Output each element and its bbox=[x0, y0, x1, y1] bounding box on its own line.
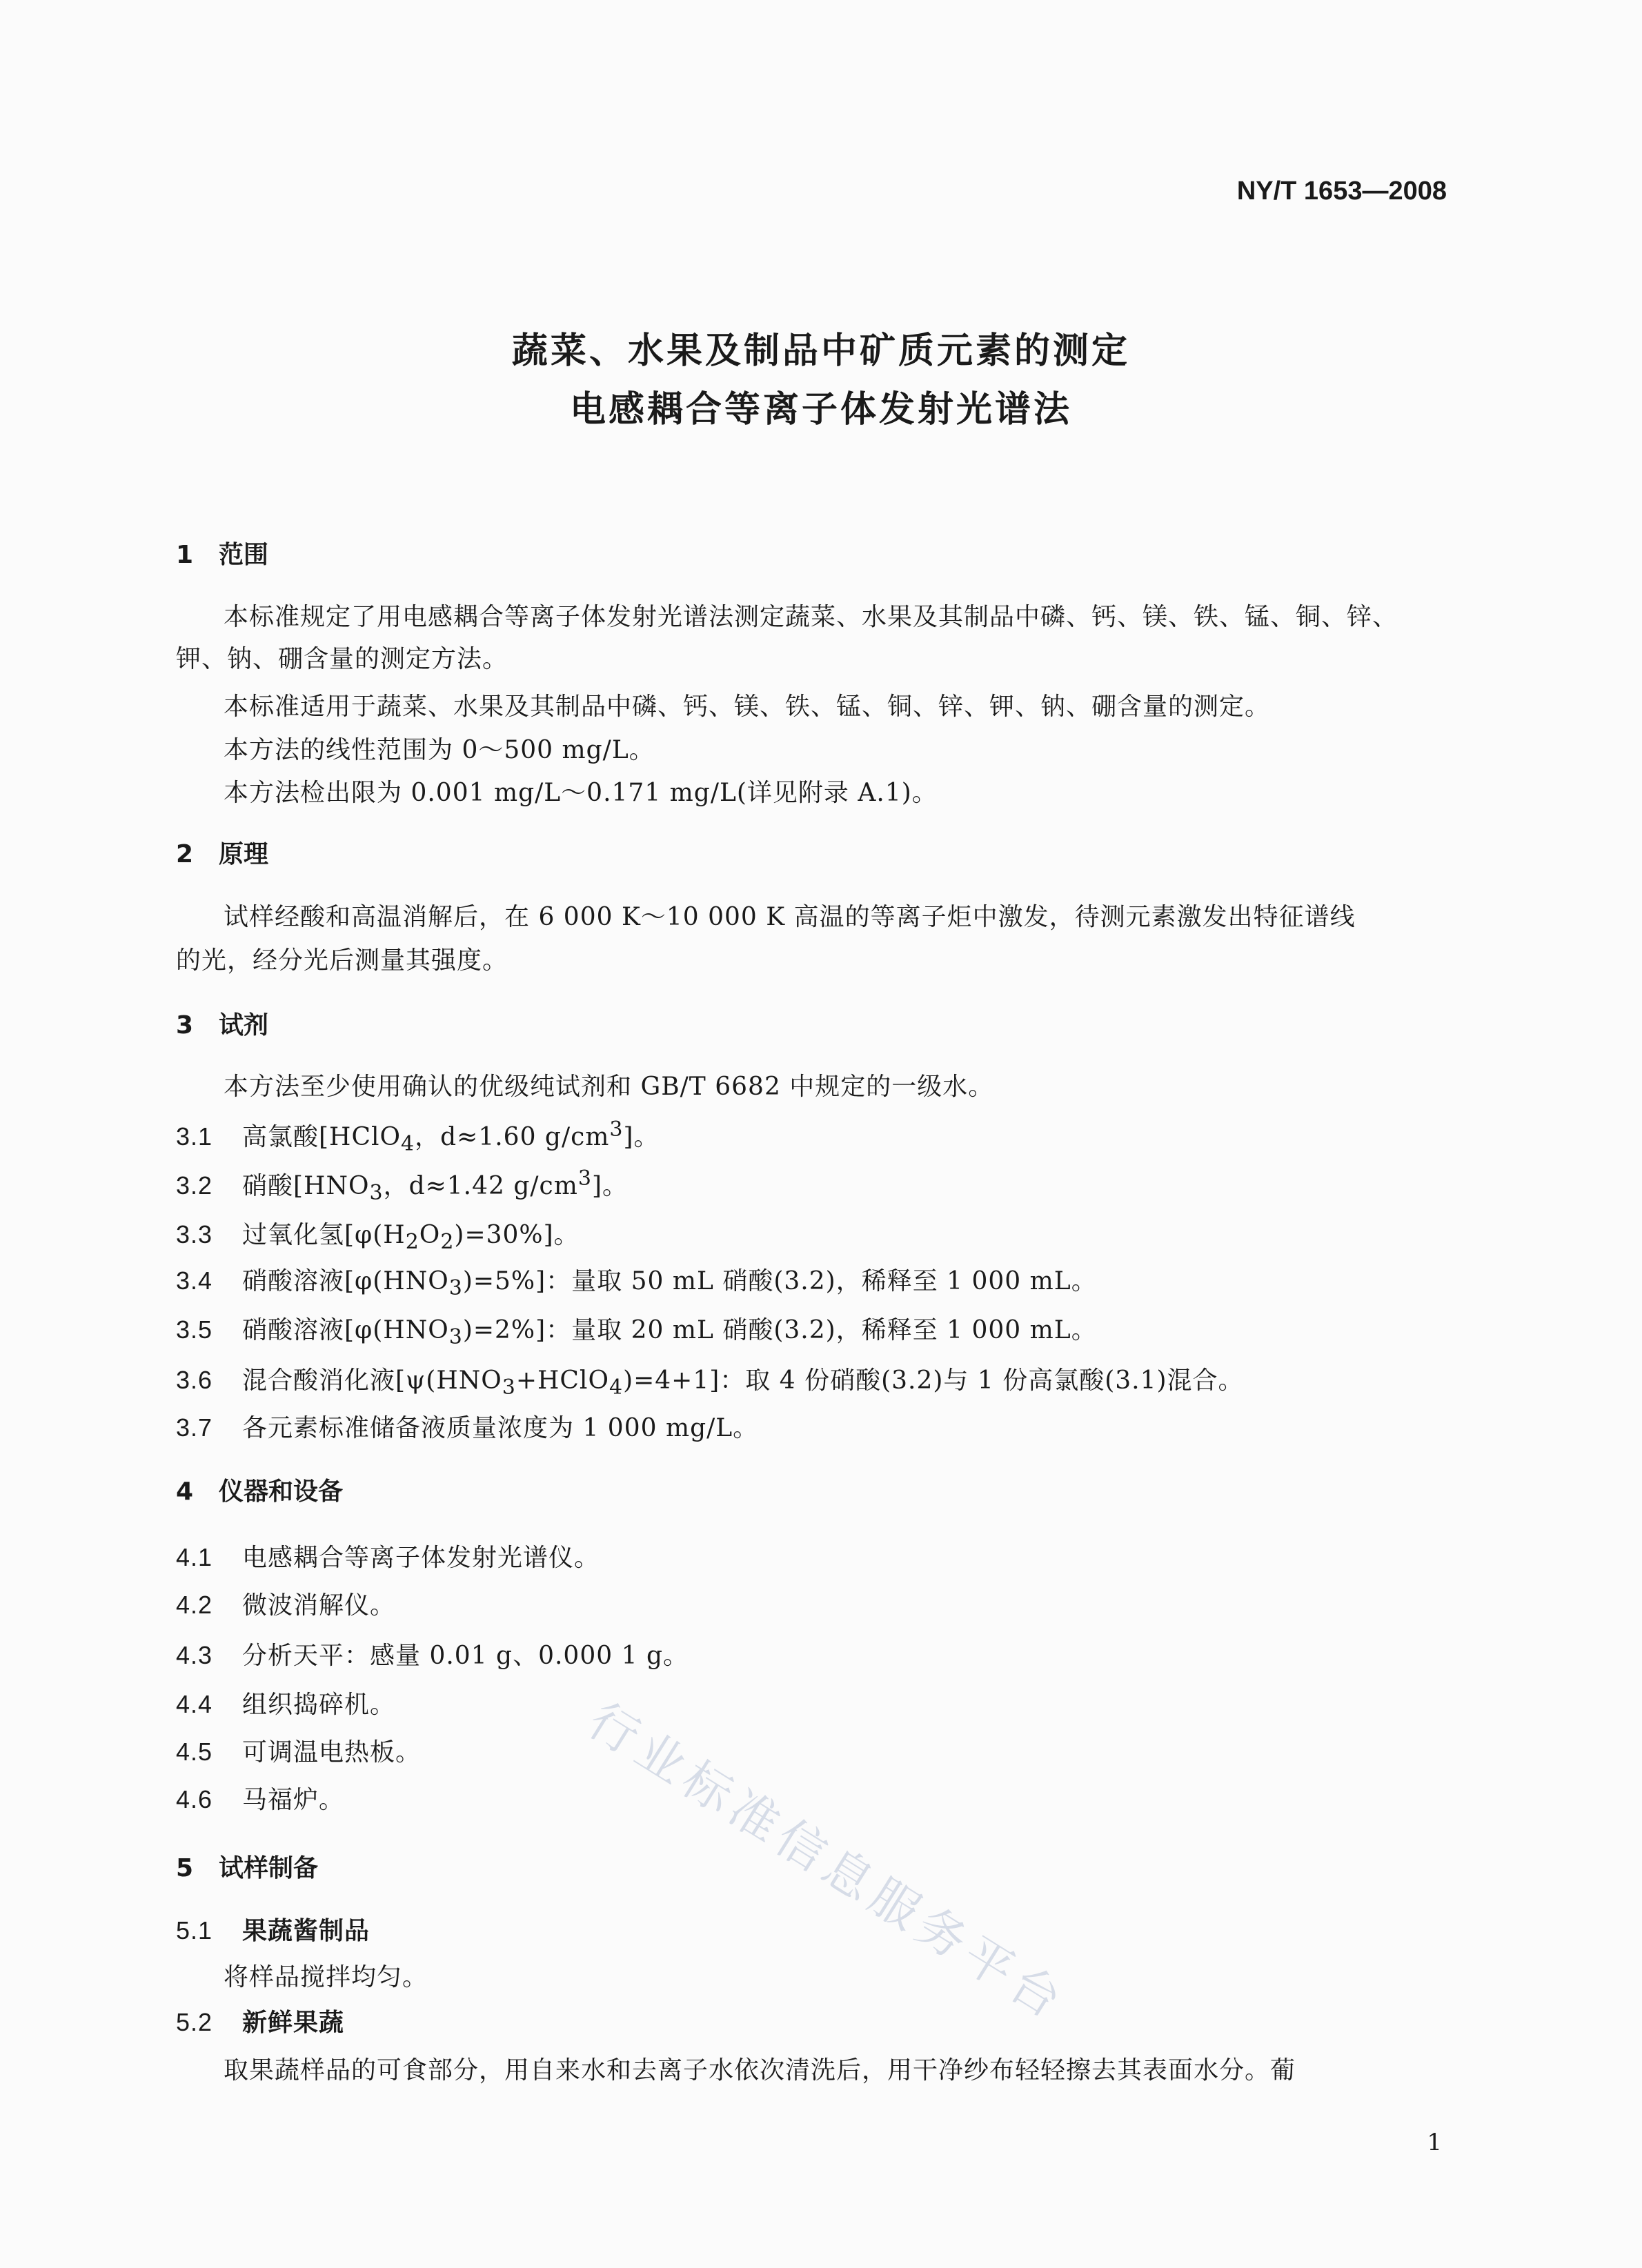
item-number: 3.4 bbox=[176, 1266, 213, 1295]
reagent-item bbox=[176, 1311, 1097, 1349]
item-number: 3.6 bbox=[176, 1366, 213, 1394]
principle-line-1: 试样经酸和高温消解后，在 6 000 K～10 000 K 高温的等离子炬中激发，待测元素激发出特征谱线 bbox=[224, 903, 1356, 931]
item-text: ，d≈1.60 g/cm bbox=[415, 1123, 610, 1151]
item-number: 3.1 bbox=[176, 1122, 213, 1151]
subsection-5-1-text: 将样品搅拌均匀。 bbox=[224, 1963, 428, 1991]
section-title: 试样制备 bbox=[219, 1854, 319, 1882]
subscript: 2 bbox=[405, 1230, 419, 1255]
item-number: 3.3 bbox=[176, 1220, 213, 1249]
document-title-line1: 蔬菜、水果及制品中矿质元素的测定 bbox=[511, 330, 1130, 372]
subscript: 4 bbox=[609, 1375, 624, 1400]
section-1-heading bbox=[176, 535, 268, 570]
item-text: 混合酸消化液[ψ(HNO bbox=[242, 1366, 502, 1395]
section-title: 原理 bbox=[219, 840, 269, 868]
item-number: 5.2 bbox=[176, 2008, 213, 2036]
item-text: O bbox=[419, 1221, 441, 1249]
subscript: 3 bbox=[502, 1375, 516, 1400]
item-number: 4.2 bbox=[176, 1591, 213, 1619]
equipment-item bbox=[176, 1636, 689, 1671]
item-text: ]。 bbox=[591, 1172, 628, 1200]
reagent-item bbox=[176, 1409, 758, 1444]
subscript: 3 bbox=[369, 1181, 384, 1206]
scope-line-4: 本方法的线性范围为 0～500 mg/L。 bbox=[224, 736, 655, 764]
section-title: 范围 bbox=[219, 541, 269, 569]
item-text: )=4+1]：取 4 份硝酸(3.2)与 1 份高氯酸(3.1)混合。 bbox=[623, 1366, 1244, 1395]
item-text: 硝酸[HNO bbox=[242, 1172, 370, 1200]
section-number: 2 bbox=[176, 840, 194, 868]
section-number: 1 bbox=[176, 541, 194, 569]
item-text: ]。 bbox=[623, 1123, 660, 1151]
item-number: 5.1 bbox=[176, 1916, 213, 1944]
subscript: 3 bbox=[448, 1325, 463, 1350]
document-title-line2: 电感耦合等离子体发射光谱法 bbox=[569, 389, 1072, 430]
item-text: +HClO bbox=[515, 1366, 609, 1395]
section-3-heading bbox=[176, 1006, 268, 1041]
item-number: 4.3 bbox=[176, 1641, 213, 1669]
section-title: 仪器和设备 bbox=[219, 1478, 344, 1506]
item-text: )=2%]：量取 20 mL 硝酸(3.2)，稀释至 1 000 mL。 bbox=[462, 1316, 1097, 1344]
item-number: 3.5 bbox=[176, 1315, 213, 1344]
subsection-title: 新鲜果蔬 bbox=[242, 2009, 345, 2037]
watermark: 行业标准信息服务平台 bbox=[578, 1691, 1077, 2033]
item-text: 分析天平：感量 0.01 g、0.000 1 g。 bbox=[242, 1642, 689, 1670]
superscript: 3 bbox=[577, 1166, 592, 1191]
subscript: 3 bbox=[448, 1276, 463, 1301]
item-number: 4.6 bbox=[176, 1785, 213, 1813]
equipment-item bbox=[176, 1780, 344, 1816]
section-number: 5 bbox=[176, 1854, 194, 1882]
scope-line-1: 本标准规定了用电感耦合等离子体发射光谱法测定蔬菜、水果及其制品中磷、钙、镁、铁、锰、铜、锌、 bbox=[224, 603, 1398, 631]
item-text: 马福炉。 bbox=[242, 1786, 345, 1814]
item-text: 高氯酸[HClO bbox=[242, 1123, 402, 1151]
principle-line-2: 的光，经分光后测量其强度。 bbox=[176, 946, 508, 975]
item-text: )=5%]：量取 50 mL 硝酸(3.2)，稀释至 1 000 mL。 bbox=[462, 1267, 1097, 1295]
subsection-5-1-heading bbox=[176, 1911, 370, 1947]
page-number: 1 bbox=[1427, 2129, 1442, 2156]
equipment-item bbox=[176, 1733, 421, 1768]
reagent-item bbox=[176, 1117, 660, 1156]
reagent-item bbox=[176, 1361, 1244, 1400]
item-text: 微波消解仪。 bbox=[242, 1591, 396, 1620]
item-number: 3.2 bbox=[176, 1171, 213, 1200]
standard-code: NY/T 1653—2008 bbox=[1236, 177, 1447, 206]
section-number: 4 bbox=[176, 1478, 194, 1506]
item-text: 硝酸溶液[φ(HNO bbox=[242, 1316, 449, 1344]
section-2-heading bbox=[176, 835, 268, 870]
item-text: 各元素标准储备液质量浓度为 1 000 mg/L。 bbox=[242, 1414, 759, 1442]
scope-line-3: 本标准适用于蔬菜、水果及其制品中磷、钙、镁、铁、锰、铜、锌、钾、钠、硼含量的测定。 bbox=[224, 693, 1271, 721]
section-number: 3 bbox=[176, 1011, 194, 1040]
reagent-item bbox=[176, 1262, 1097, 1300]
scope-line-5: 本方法检出限为 0.001 mg/L～0.171 mg/L(详见附录 A.1)。 bbox=[224, 779, 938, 807]
section-title: 试剂 bbox=[219, 1011, 269, 1040]
item-number: 4.4 bbox=[176, 1690, 213, 1718]
subscript: 4 bbox=[401, 1132, 415, 1157]
item-text: 硝酸溶液[φ(HNO bbox=[242, 1267, 449, 1295]
item-text: 可调温电热板。 bbox=[242, 1738, 422, 1767]
item-number: 4.1 bbox=[176, 1543, 213, 1571]
scope-line-2: 钾、钠、硼含量的测定方法。 bbox=[176, 645, 508, 673]
subsection-title: 果蔬酱制品 bbox=[242, 1917, 370, 1945]
superscript: 3 bbox=[609, 1117, 624, 1142]
reagent-item bbox=[176, 1166, 628, 1205]
equipment-item bbox=[176, 1685, 395, 1720]
subscript: 2 bbox=[440, 1230, 455, 1255]
item-number: 3.7 bbox=[176, 1413, 213, 1442]
reagents-intro: 本方法至少使用确认的优级纯试剂和 GB/T 6682 中规定的一级水。 bbox=[224, 1073, 994, 1101]
subsection-5-2-heading bbox=[176, 2003, 344, 2038]
section-4-heading bbox=[176, 1472, 343, 1507]
reagent-item bbox=[176, 1215, 580, 1254]
item-text: 过氧化氢[φ(H bbox=[242, 1221, 406, 1249]
item-text: )=30%]。 bbox=[454, 1221, 580, 1249]
subsection-5-2-text: 取果蔬样品的可食部分，用自来水和去离子水依次清洗后，用干净纱布轻轻擦去其表面水分。葡 bbox=[224, 2056, 1296, 2085]
item-text: ，d≈1.42 g/cm bbox=[383, 1172, 578, 1200]
item-number: 4.5 bbox=[176, 1738, 213, 1766]
equipment-item bbox=[176, 1538, 600, 1573]
section-5-heading bbox=[176, 1849, 318, 1884]
equipment-item bbox=[176, 1586, 395, 1621]
item-text: 组织捣碎机。 bbox=[242, 1691, 396, 1719]
item-text: 电感耦合等离子体发射光谱仪。 bbox=[242, 1544, 600, 1572]
